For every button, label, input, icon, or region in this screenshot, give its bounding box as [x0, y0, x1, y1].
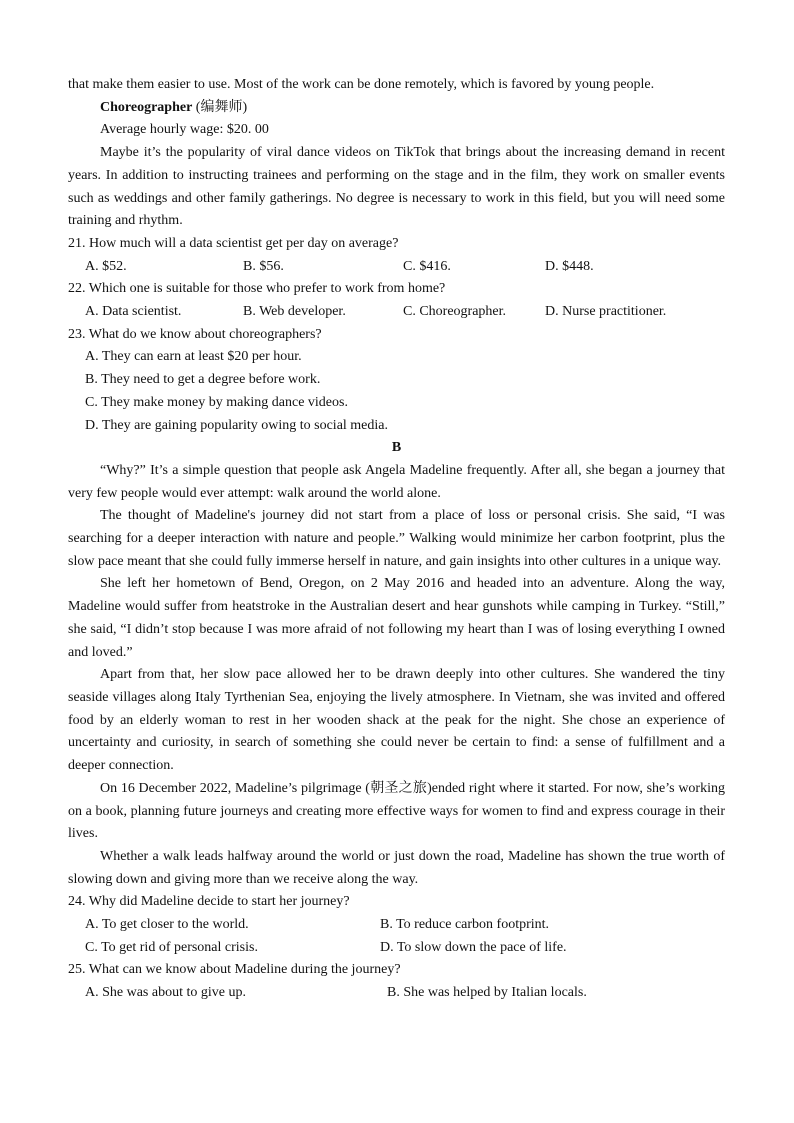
q22-option-d: D. Nurse practitioner.: [545, 304, 667, 320]
question-24-options-row-1: [68, 914, 725, 937]
job-title: [68, 97, 725, 120]
q23-option-b: B. They need to get a degree before work.: [85, 372, 321, 388]
question-24-options-row-2: [68, 937, 725, 960]
q22-option-b: B. Web developer.: [243, 304, 346, 320]
passage-paragraph-4: Apart from that, her slow pace allowed her to be drawn deeply into other cultures. She wandered the tiny seaside villages along Italy Tyrthenian Sea, enjoying the lively atmosphere. In Vietnam, she was invited and offered food by an elderly woman to rest in her wooden shack at the peak for the night. She chose an experience of uncertainty and curiosity, in search of something she could never be certain to find: a sense of fulfillment and a deeper connection.: [68, 667, 725, 774]
job-wage: Average hourly wage: $20. 00: [100, 122, 269, 138]
question-25-stem: 25. What can we know about Madeline during the journey?: [68, 962, 401, 978]
passage-paragraph-2: The thought of Madeline's journey did not start from a place of loss or personal crisis. She said, “I was searching for a deeper interaction with nature and people.” Walking would minimize her carbon footprint, plus the slow pace meant that she could fully immerse herself in nature, and gain insights into other cultures in a unique way.: [68, 508, 725, 569]
q21-option-d: D. $448.: [545, 258, 594, 274]
q23-option-c: C. They make money by making dance videos.: [85, 394, 348, 410]
q24-option-a: A. To get closer to the world.: [85, 917, 249, 933]
q22-option-c: C. Choreographer.: [403, 304, 507, 320]
question-23-stem: 23. What do we know about choreographers?: [68, 326, 322, 342]
q24-option-b: B. To reduce carbon footprint.: [380, 917, 550, 933]
document-page: [68, 74, 725, 1005]
question-22-stem: 22. Which one is suitable for those who prefer to work from home?: [68, 281, 446, 297]
q25-option-a: A. She was about to give up.: [85, 985, 246, 1001]
q21-option-b: B. $56.: [243, 258, 284, 274]
question-24-stem: 24. Why did Madeline decide to start her journey?: [68, 894, 350, 910]
job-title-en: Choreographer: [100, 99, 193, 115]
job-description: Maybe it’s the popularity of viral dance videos on TikTok that brings about the increasing demand in recent years. In addition to instructing trainees and performing on the stage and in the film, they work on smaller events such as weddings and other family gatherings. No degree is necessary to work in this field, but you will need some training and rhythm.: [68, 145, 725, 229]
q25-option-b: B. She was helped by Italian locals.: [387, 985, 587, 1001]
question-21-options: [68, 256, 725, 279]
q21-option-a: A. $52.: [85, 258, 127, 274]
question-25-options-row-1: [68, 982, 725, 1005]
q24-option-c: C. To get rid of personal crisis.: [85, 939, 258, 955]
q23-option-d: D. They are gaining popularity owing to social media.: [85, 417, 389, 433]
q24-option-d: D. To slow down the pace of life.: [380, 939, 567, 955]
q23-option-a: A. They can earn at least $20 per hour.: [85, 349, 302, 365]
question-21-stem: 21. How much will a data scientist get per day on average?: [68, 235, 399, 251]
passage-paragraph-6: Whether a walk leads halfway around the world or just down the road, Madeline has shown the true worth of slowing down and giving more than we receive along the way.: [68, 848, 725, 887]
intro-tail-paragraph: that make them easier to use. Most of the work can be done remotely, which is favored by young people.: [68, 77, 655, 92]
section-heading-b: B: [391, 440, 402, 456]
question-22-options: [68, 301, 725, 324]
q21-option-c: C. $416.: [403, 258, 451, 274]
job-title-cn: (编舞师): [195, 99, 248, 115]
passage-paragraph-3: She left her hometown of Bend, Oregon, on 2 May 2016 and headed into an adventure. Along the way, Madeline would suffer from heatstroke in the Australian desert and hear gunshots while camping in Turkey. “Still,” she said, “I didn’t stop because I was more afraid of not following my heart than I was of losing everything I owned and loved.”: [68, 576, 725, 660]
passage-paragraph-5: On 16 December 2022, Madeline’s pilgrimage (朝圣之旅)ended right where it started. For now, she’s working on a book, planning future journeys and creating more effective ways for women to find and express courage in their lives.: [68, 780, 725, 842]
passage-paragraph-1: “Why?” It’s a simple question that people ask Angela Madeline frequently. After all, she began a journey that very few people would ever attempt: walk around the world alone.: [68, 462, 725, 501]
q22-option-a: A. Data scientist.: [85, 304, 182, 320]
